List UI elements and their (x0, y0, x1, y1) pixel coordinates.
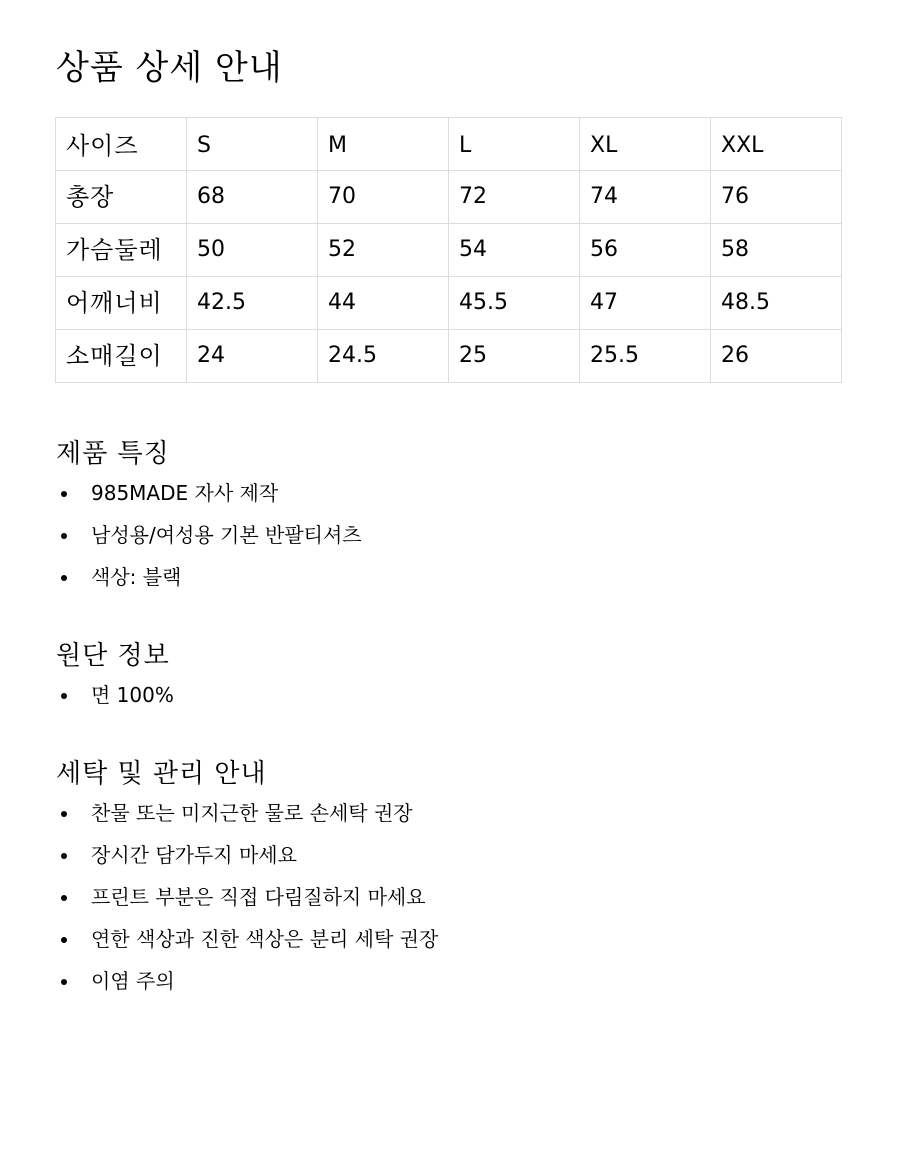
features-heading: 제품 특징 (56, 439, 170, 469)
list-item-text: 면 100% (91, 683, 174, 707)
table-cell: 45.5 (449, 277, 580, 330)
bullet-icon (61, 575, 67, 581)
list-item (56, 556, 362, 598)
table-cell: 25 (449, 330, 580, 383)
bullet-icon (61, 491, 67, 497)
list-item (56, 876, 438, 918)
features-section (56, 436, 362, 598)
table-cell: 72 (449, 171, 580, 224)
table-cell: 70 (318, 171, 449, 224)
fabric-heading: 원단 정보 (56, 641, 170, 671)
size-header-xxl: XXL (711, 118, 842, 171)
list-item (56, 960, 438, 1002)
list-item-text: 장시간 담가두지 마세요 (91, 843, 297, 867)
row-label: 총장 (56, 171, 187, 224)
list-item-text: 985MADE 자사 제작 (91, 481, 279, 505)
list-item-text: 프린트 부분은 직접 다림질하지 마세요 (91, 885, 426, 909)
size-table (55, 117, 842, 383)
list-item (56, 792, 438, 834)
table-cell: 68 (187, 171, 318, 224)
list-item (56, 834, 438, 876)
list-item-text: 찬물 또는 미지근한 물로 손세탁 권장 (91, 801, 413, 825)
size-table-row-sleeve (56, 330, 842, 383)
table-cell: 76 (711, 171, 842, 224)
table-cell: 56 (580, 224, 711, 277)
bullet-icon (61, 811, 67, 817)
list-item (56, 472, 362, 514)
size-header-m: M (318, 118, 449, 171)
list-item-text: 색상: 블랙 (91, 565, 182, 589)
list-item-text: 남성용/여성용 기본 반팔티셔츠 (91, 523, 362, 547)
size-header-label: 사이즈 (56, 118, 187, 171)
fabric-list (56, 674, 174, 716)
table-cell: 42.5 (187, 277, 318, 330)
table-cell: 50 (187, 224, 318, 277)
table-cell: 25.5 (580, 330, 711, 383)
table-cell: 24 (187, 330, 318, 383)
list-item (56, 918, 438, 960)
care-heading: 세탁 및 관리 안내 (56, 759, 267, 789)
bullet-icon (61, 533, 67, 539)
bullet-icon (61, 895, 67, 901)
size-table-row-chest (56, 224, 842, 277)
size-table-header-row (56, 118, 842, 171)
bullet-icon (61, 853, 67, 859)
table-cell: 26 (711, 330, 842, 383)
table-cell: 74 (580, 171, 711, 224)
list-item (56, 514, 362, 556)
table-cell: 54 (449, 224, 580, 277)
features-list (56, 472, 362, 598)
list-item-text: 연한 색상과 진한 색상은 분리 세탁 권장 (91, 927, 439, 951)
bullet-icon (61, 937, 67, 943)
table-cell: 24.5 (318, 330, 449, 383)
row-label: 소매길이 (56, 330, 187, 383)
size-header-xl: XL (580, 118, 711, 171)
care-list (56, 792, 438, 1002)
table-cell: 44 (318, 277, 449, 330)
table-cell: 52 (318, 224, 449, 277)
size-header-s: S (187, 118, 318, 171)
page-title: 상품 상세 안내 (56, 48, 283, 88)
size-table-row-total-length (56, 171, 842, 224)
table-cell: 58 (711, 224, 842, 277)
size-header-l: L (449, 118, 580, 171)
bullet-icon (61, 693, 67, 699)
fabric-section (56, 638, 174, 716)
row-label: 가슴둘레 (56, 224, 187, 277)
table-cell: 48.5 (711, 277, 842, 330)
size-table-row-shoulder (56, 277, 842, 330)
list-item (56, 674, 174, 716)
table-cell: 47 (580, 277, 711, 330)
bullet-icon (61, 979, 67, 985)
row-label: 어깨너비 (56, 277, 187, 330)
list-item-text: 이염 주의 (91, 969, 175, 993)
care-section (56, 756, 438, 1002)
